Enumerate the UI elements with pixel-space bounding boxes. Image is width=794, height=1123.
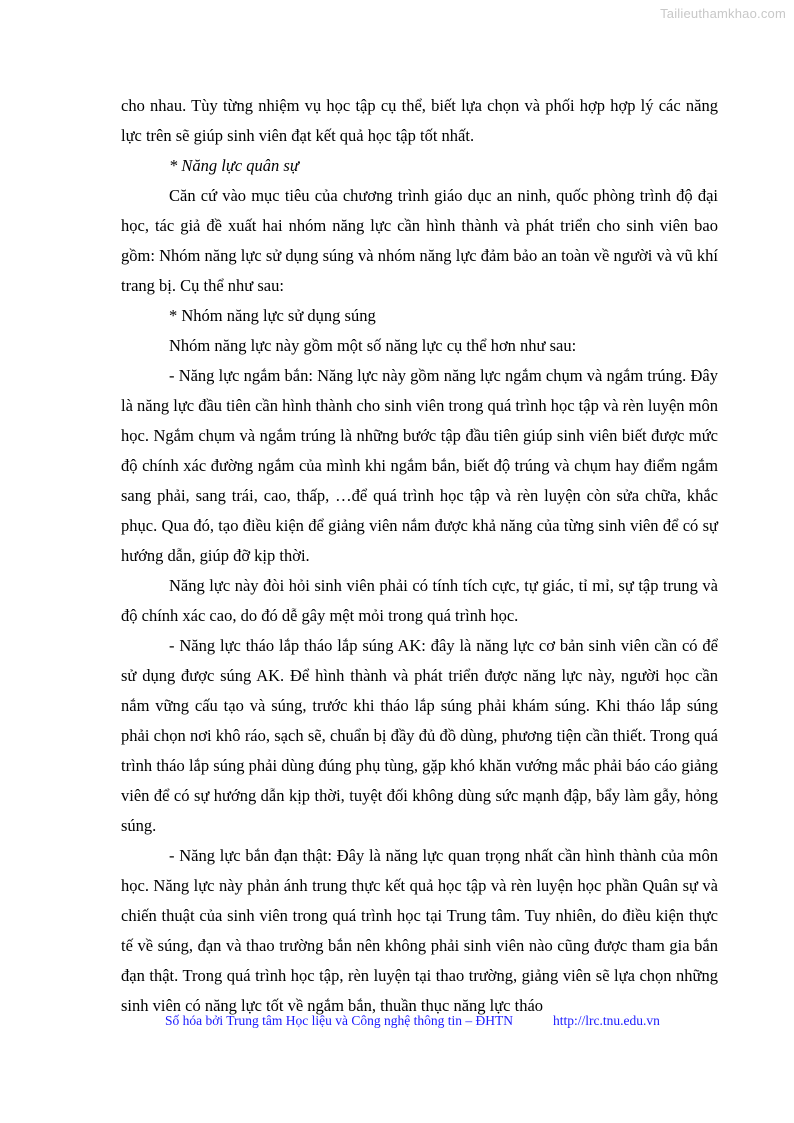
paragraph: Nhóm năng lực này gồm một số năng lực cụ thể hơn như sau: xyxy=(169,336,577,355)
footer-source: Số hóa bởi Trung tâm Học liệu và Công nghệ thông tin – ĐHTN xyxy=(165,1013,514,1028)
paragraph: cho nhau. Tùy từng nhiệm vụ học tập cụ thể, biết lựa chọn và phối hợp hợp lý các năng lực trên sẽ giúp sinh viên đạt kết quả học tập tốt nhất. xyxy=(121,96,718,145)
footer-link[interactable]: http://lrc.tnu.edu.vn xyxy=(553,1013,660,1028)
paragraph: Căn cứ vào mục tiêu của chương trình giáo dục an ninh, quốc phòng trình độ đại học, tác giả đề xuất hai nhóm năng lực cần hình thành và phát triển cho sinh viên bao gồm: Nhóm năng lực sử dụng súng và nhóm năng lực đảm bảo an toàn về người và vũ khí trang bị. Cụ thể như sau: xyxy=(121,186,718,295)
subsection-heading: * Nhóm năng lực sử dụng súng xyxy=(169,306,376,325)
page-footer xyxy=(165,1013,660,1029)
paragraph: Năng lực này đòi hỏi sinh viên phải có tính tích cực, tự giác, tỉ mỉ, sự tập trung và độ chính xác cao, do đó dễ gây mệt mỏi trong quá trình học. xyxy=(121,576,718,625)
watermark: Tailieuthamkhao.com xyxy=(660,6,786,21)
paragraph: - Năng lực bắn đạn thật: Đây là năng lực quan trọng nhất cần hình thành của môn học. Năng lực này phản ánh trung thực kết quả học tập và rèn luyện học phần Quân sự và chiến thuật của sinh viên trong quá trình học tại Trung tâm. Tuy nhiên, do điều kiện thực tế về súng, đạn và thao trường bắn nên không phải sinh viên nào cũng được tham gia bắn đạn thật. Trong quá trình học tập, rèn luyện tại thao trường, giảng viên sẽ lựa chọn những sinh viên có năng lực tốt về ngắm bắn, thuần thục năng lực tháo xyxy=(121,846,718,1015)
paragraph: - Năng lực tháo lắp tháo lắp súng AK: đây là năng lực cơ bản sinh viên cần có để sử dụng được súng AK. Để hình thành và phát triển được năng lực này, người học cần nắm vững cấu tạo và súng, trước khi tháo lắp súng phải khám súng. Khi tháo lắp súng phải chọn nơi khô ráo, sạch sẽ, chuẩn bị đầy đủ đồ dùng, phương tiện cần thiết. Trong quá trình tháo lắp súng phải dùng đúng phụ tùng, gặp khó khăn vướng mắc phải báo cáo giảng viên để có sự hướng dẫn kịp thời, tuyệt đối không dùng sức mạnh đập, bẩy làm gẫy, hỏng súng. xyxy=(121,636,718,835)
document-body xyxy=(121,91,718,1021)
section-heading-military: * Năng lực quân sự xyxy=(169,156,299,175)
paragraph: - Năng lực ngắm bắn: Năng lực này gồm năng lực ngắm chụm và ngắm trúng. Đây là năng lực đầu tiên cần hình thành cho sinh viên trong quá trình học tập và rèn luyện môn học. Ngắm chụm và ngắm trúng là những bước tập đầu tiên giúp sinh viên biết được mức độ chính xác đường ngắm của mình khi ngắm bắn, biết độ trúng và chụm hay điểm ngắm sang phải, sang trái, cao, thấp, …để quá trình học tập và rèn luyện còn sửa chữa, khắc phục. Qua đó, tạo điều kiện để giảng viên nắm được khả năng của từng sinh viên để có sự hướng dẫn, giúp đỡ kịp thời. xyxy=(121,366,718,565)
